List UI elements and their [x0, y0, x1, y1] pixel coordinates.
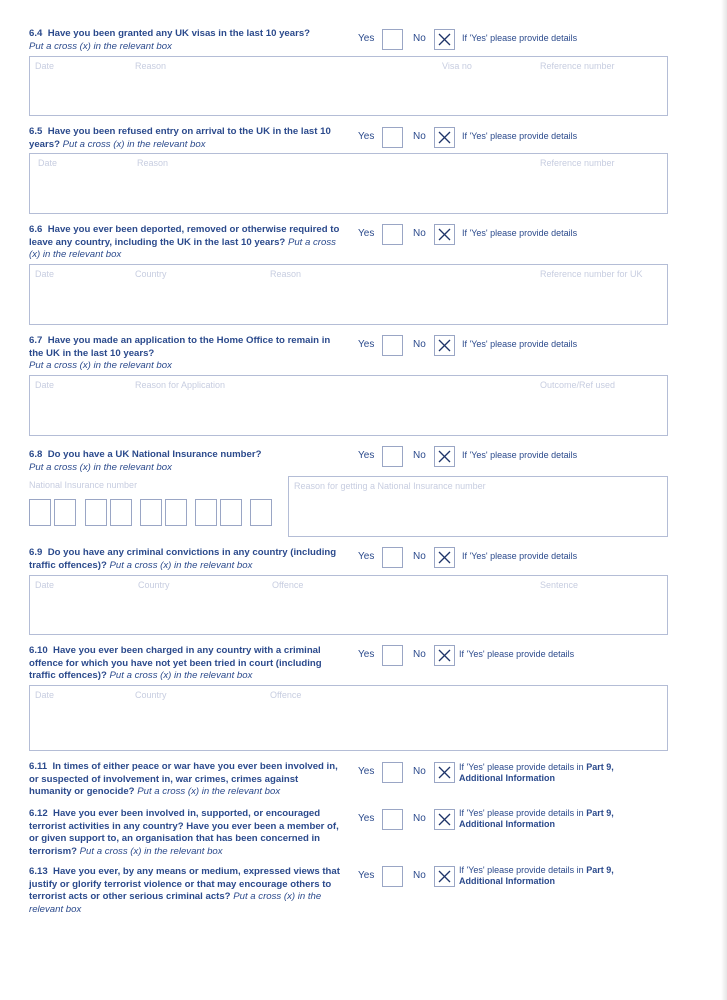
panel-header: Offence: [272, 580, 304, 590]
instruction-text: Put a cross (x) in the relevant box: [29, 40, 172, 52]
ni-digit-box[interactable]: [165, 499, 187, 526]
question-text: Have you ever been charged in any country with a criminal offence for which you have not yet been tried in court (including traffic offences)?: [29, 645, 322, 682]
yes-label: Yes: [358, 228, 375, 239]
no-checkbox[interactable]: [434, 224, 455, 245]
yes-label: Yes: [358, 649, 375, 660]
yes-label: Yes: [358, 450, 375, 461]
yes-label: Yes: [358, 339, 375, 350]
cross-mark-icon: [435, 646, 454, 665]
panel-header: Date: [35, 380, 55, 390]
panel-header: Reason for Application: [135, 380, 226, 390]
yes-checkbox[interactable]: [382, 29, 403, 50]
no-checkbox[interactable]: [434, 127, 455, 148]
question-number: 6.7: [29, 335, 43, 346]
panel-header: Country: [135, 269, 167, 279]
panel-header: Sentence: [540, 580, 579, 590]
question-6-8: [29, 449, 341, 474]
details-instruction: If 'Yes' please provide details: [462, 33, 578, 43]
question-6-5: [29, 126, 341, 151]
yes-checkbox[interactable]: [382, 335, 403, 356]
instruction-text: Put a cross (x) in the relevant box: [109, 670, 253, 682]
details-panel-6-4[interactable]: [29, 56, 668, 116]
question-text: Have you ever been deported, removed or otherwise required to leave any country, including the UK in the last 10 years?: [29, 224, 340, 248]
instruction-text: Put a cross (x) in the relevant box: [79, 845, 223, 857]
details-panel-6-6[interactable]: [29, 264, 668, 325]
panel-header: Date: [35, 269, 55, 279]
panel-header: Outcome/Ref used: [540, 380, 616, 390]
details-instruction: If 'Yes' please provide details: [462, 131, 578, 141]
panel-header: Reason: [137, 158, 169, 168]
question-number: 6.8: [29, 449, 43, 460]
no-label: No: [413, 649, 426, 660]
instruction-text: Put a cross (x) in the relevant box: [29, 461, 172, 473]
ni-digit-box[interactable]: [195, 499, 217, 526]
panel-header: Country: [135, 690, 167, 700]
yes-checkbox[interactable]: [382, 762, 403, 783]
question-text: Have you been refused entry on arrival to the UK in the last 10 years?: [29, 126, 331, 150]
details-instruction: If 'Yes' please provide details: [462, 339, 578, 349]
no-checkbox[interactable]: [434, 547, 455, 568]
cross-mark-icon: [435, 867, 454, 886]
question-6-10: [29, 645, 341, 683]
yes-checkbox[interactable]: [382, 446, 403, 467]
question-number: 6.9: [29, 547, 43, 558]
cross-mark-icon: [435, 548, 454, 567]
yes-checkbox[interactable]: [382, 547, 403, 568]
cross-mark-icon: [435, 30, 454, 49]
details-panel-6-10[interactable]: [29, 685, 668, 751]
ni-digit-box[interactable]: [54, 499, 76, 526]
panel-header: Date: [35, 61, 55, 71]
details-instruction: If 'Yes' please provide details: [462, 228, 578, 238]
no-label: No: [413, 766, 426, 777]
no-label: No: [413, 228, 426, 239]
question-6-4: [29, 28, 341, 53]
instruction-text: Put a cross (x) in the relevant box: [29, 891, 322, 915]
no-checkbox[interactable]: [434, 335, 455, 356]
no-label: No: [413, 551, 426, 562]
no-label: No: [413, 870, 426, 881]
instruction-text: Put a cross (x) in the relevant box: [29, 236, 336, 261]
question-6-9: [29, 547, 341, 572]
no-label: No: [413, 33, 426, 44]
no-checkbox[interactable]: [434, 809, 455, 830]
no-checkbox[interactable]: [434, 29, 455, 50]
no-label: No: [413, 450, 426, 461]
question-text: Have you ever been involved in, supported, or encouraged terrorist activities in any country? Have you ever been a member of, or given support to, an organisation that has been concerned in terrorism?: [29, 808, 339, 857]
details-text: If 'Yes' please provide details in: [459, 865, 587, 875]
yes-checkbox[interactable]: [382, 224, 403, 245]
yes-label: Yes: [358, 813, 375, 824]
details-instruction: If 'Yes' please provide details: [462, 551, 578, 561]
part9-reference: Part 9, Additional Information: [459, 762, 614, 783]
panel-header: Reason for getting a National Insurance number: [294, 481, 486, 491]
no-label: No: [413, 339, 426, 350]
ni-digit-box[interactable]: [140, 499, 162, 526]
details-instruction-part9: [459, 808, 634, 830]
yes-label: Yes: [358, 551, 375, 562]
details-text: If 'Yes' please provide details in: [459, 762, 587, 772]
no-label: No: [413, 131, 426, 142]
panel-header: Date: [35, 690, 55, 700]
instruction-text: Put a cross (x) in the relevant box: [62, 138, 206, 150]
yes-checkbox[interactable]: [382, 866, 403, 887]
cross-mark-icon: [435, 810, 454, 829]
no-checkbox[interactable]: [434, 866, 455, 887]
no-checkbox[interactable]: [434, 446, 455, 467]
ni-digit-box[interactable]: [85, 499, 107, 526]
no-checkbox[interactable]: [434, 762, 455, 783]
yes-checkbox[interactable]: [382, 645, 403, 666]
details-panel-6-5[interactable]: [29, 153, 668, 214]
ni-digit-box[interactable]: [250, 499, 272, 526]
question-text: Do you have any criminal convictions in any country (including traffic offences)?: [29, 547, 337, 571]
instruction-text: Put a cross (x) in the relevant box: [137, 786, 281, 798]
panel-header: Date: [38, 158, 58, 168]
question-text: Do you have a UK National Insurance number?: [47, 449, 262, 460]
details-instruction-part9: [459, 762, 634, 784]
yes-label: Yes: [358, 870, 375, 881]
ni-number-label: National Insurance number: [29, 480, 138, 490]
question-text: Have you ever, by any means or medium, expressed views that justify or glorify terrorist violence or that may encourage others to terrorist acts or other serious criminal acts?: [29, 866, 340, 903]
instruction-text: Put a cross (x) in the relevant box: [109, 559, 253, 571]
details-panel-6-7[interactable]: [29, 375, 668, 436]
no-label: No: [413, 813, 426, 824]
panel-header: Reference number: [540, 158, 615, 168]
ni-digit-box[interactable]: [29, 499, 51, 526]
details-text: If 'Yes' please provide details in: [459, 808, 587, 818]
part9-reference: Part 9, Additional Information: [459, 808, 614, 829]
yes-label: Yes: [358, 33, 375, 44]
ni-digit-box[interactable]: [220, 499, 242, 526]
yes-checkbox[interactable]: [382, 127, 403, 148]
question-6-12: [29, 808, 341, 858]
question-6-13: [29, 866, 341, 916]
yes-label: Yes: [358, 131, 375, 142]
panel-header: Visa no: [442, 61, 472, 71]
panel-header: Offence: [270, 690, 302, 700]
question-number: 6.10: [29, 645, 48, 656]
cross-mark-icon: [435, 447, 454, 466]
question-number: 6.6: [29, 224, 43, 235]
details-panel-6-9[interactable]: [29, 575, 668, 635]
ni-reason-panel[interactable]: [288, 476, 668, 537]
panel-header: Reference number for UK: [540, 269, 643, 279]
question-number: 6.5: [29, 126, 43, 137]
yes-checkbox[interactable]: [382, 809, 403, 830]
question-number: 6.11: [29, 761, 48, 772]
question-number: 6.13: [29, 866, 48, 877]
question-text: In times of either peace or war have you ever been involved in, or suspected of involvement in, war crimes, crimes against humanity or genocide?: [29, 761, 338, 798]
part9-reference: Part 9, Additional Information: [459, 865, 614, 886]
no-checkbox[interactable]: [434, 645, 455, 666]
cross-mark-icon: [435, 336, 454, 355]
cross-mark-icon: [435, 763, 454, 782]
panel-header: Reason: [270, 269, 302, 279]
instruction-text: Put a cross (x) in the relevant box: [29, 360, 172, 372]
question-6-11: [29, 761, 341, 799]
ni-digit-box[interactable]: [110, 499, 132, 526]
page-edge-shadow: [721, 0, 727, 1000]
cross-mark-icon: [435, 225, 454, 244]
question-text: Have you been granted any UK visas in the last 10 years?: [47, 28, 311, 39]
question-text: Have you made an application to the Home Office to remain in the UK in the last 10 years?: [29, 335, 331, 359]
question-number: 6.4: [29, 28, 43, 39]
question-number: 6.12: [29, 808, 48, 819]
panel-header: Country: [138, 580, 170, 590]
question-6-7: [29, 335, 341, 373]
details-instruction: If 'Yes' please provide details: [459, 649, 575, 659]
panel-header: Reason: [135, 61, 167, 71]
question-6-6: [29, 224, 341, 262]
panel-header: Reference number: [540, 61, 615, 71]
details-instruction: If 'Yes' please provide details: [462, 450, 578, 460]
details-instruction-part9: [459, 865, 634, 887]
yes-label: Yes: [358, 766, 375, 777]
panel-header: Date: [35, 580, 55, 590]
cross-mark-icon: [435, 128, 454, 147]
